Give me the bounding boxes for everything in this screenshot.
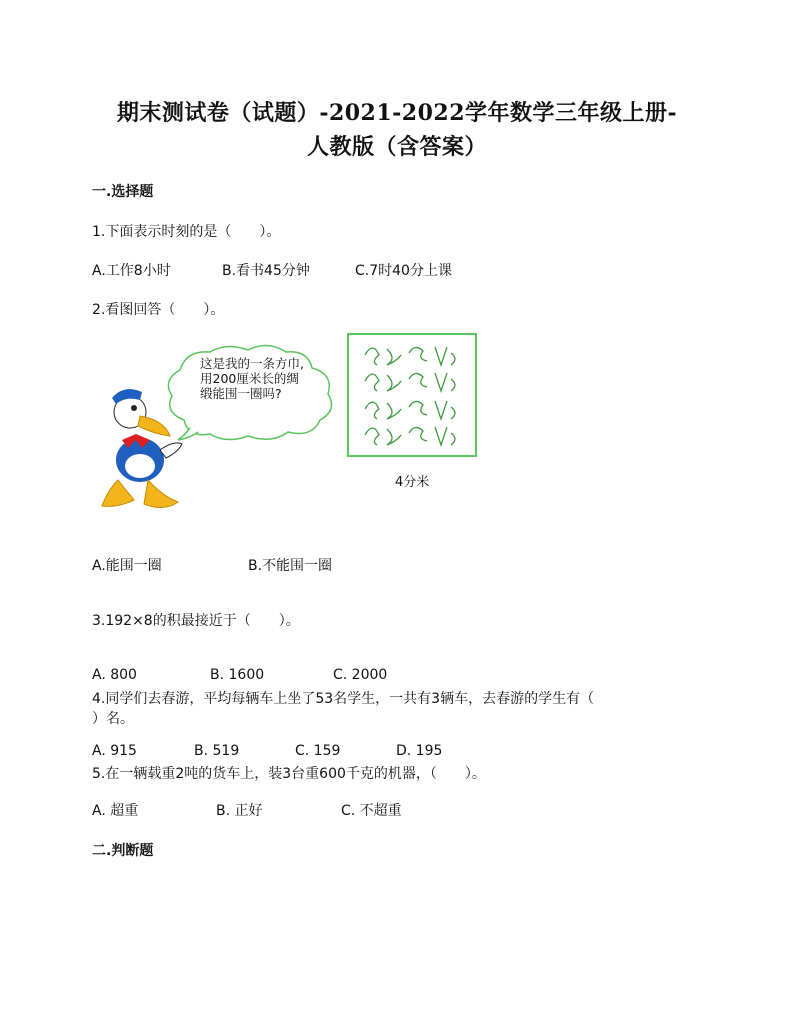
page-subtitle: 人教版（含答案） (306, 134, 487, 160)
question-3-stem: 3.192×8的积最接近于（ ）。 (92, 613, 300, 629)
question-2-option-b[interactable]: B.不能围一圈 (248, 558, 333, 574)
question-4-option-a[interactable]: A. 915 (92, 743, 137, 759)
question-5-option-c[interactable]: C. 不超重 (341, 803, 402, 819)
section-heading-choice: 一.选择题 (92, 184, 154, 200)
question-5-option-a[interactable]: A. 超重 (92, 803, 139, 819)
question-2-option-a[interactable]: A.能围一圈 (92, 558, 162, 574)
question-4-option-b[interactable]: B. 519 (194, 743, 240, 759)
question-2-illustration (98, 340, 338, 520)
question-2-stem: 2.看图回答（ ）。 (92, 302, 225, 318)
question-3-option-c[interactable]: C. 2000 (333, 667, 388, 683)
question-1-option-a[interactable]: A.工作8小时 (92, 263, 171, 279)
speech-bubble-line-3: 缎能围一圈吗? (200, 386, 282, 401)
question-5-option-b[interactable]: B. 正好 (216, 803, 263, 819)
question-5-stem: 5.在一辆载重2吨的货车上，装3台重600千克的机器，（ ）。 (92, 766, 486, 782)
question-1-stem: 1.下面表示时刻的是（ ）。 (92, 224, 281, 240)
question-4-stem-line-1: 4.同学们去春游，平均每辆车上坐了53名学生，一共有3辆车，去春游的学生有（ (92, 691, 595, 707)
question-3-option-b[interactable]: B. 1600 (210, 667, 265, 683)
section-heading-judge: 二.判断题 (92, 843, 154, 859)
question-1-option-c[interactable]: C.7时40分上课 (355, 263, 452, 279)
speech-bubble-line-1: 这是我的一条方巾, (200, 356, 304, 371)
question-1-option-b[interactable]: B.看书45分钟 (222, 263, 310, 279)
question-4-option-c[interactable]: C. 159 (295, 743, 341, 759)
speech-bubble-line-2: 用200厘米长的绸 (200, 371, 299, 386)
question-4-option-d[interactable]: D. 195 (396, 743, 443, 759)
square-scarf-drawing (347, 333, 477, 457)
page-title: 期末测试卷（试题）-2021-2022学年数学三年级上册- (116, 100, 678, 126)
square-scarf-figure (347, 333, 477, 457)
question-4-stem-line-2: ）名。 (92, 711, 134, 727)
scarf-side-length-label: 4分米 (395, 475, 430, 490)
question-3-option-a[interactable]: A. 800 (92, 667, 137, 683)
